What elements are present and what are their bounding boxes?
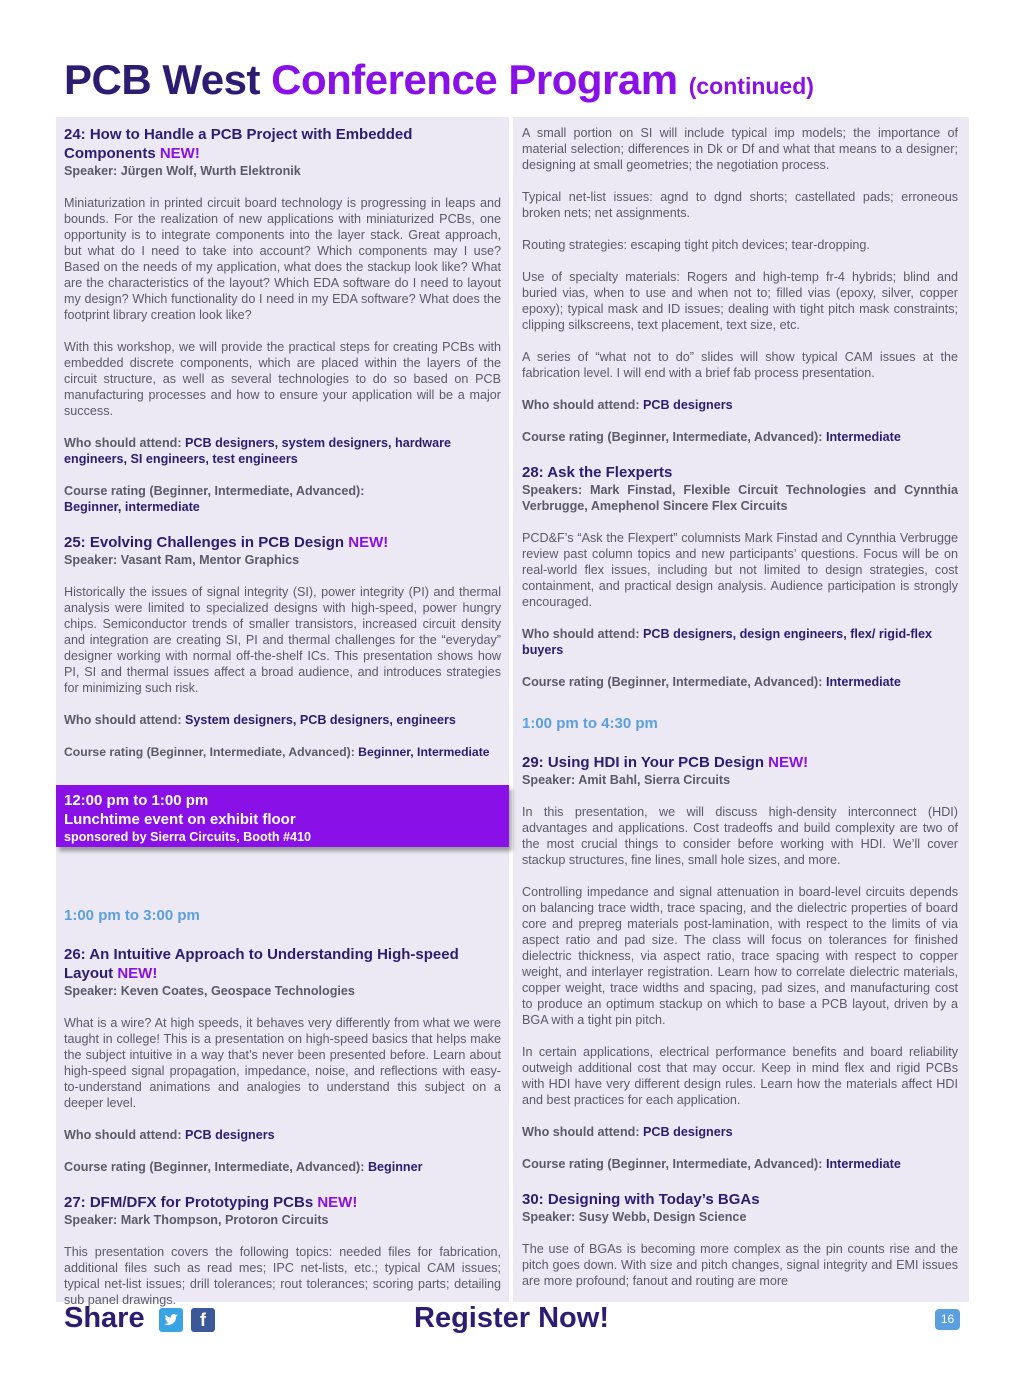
session-title: 29: Using HDI in Your PCB Design NEW! — [522, 754, 809, 771]
session-title: 27: DFM/DFX for Prototyping PCBs NEW! — [64, 1194, 358, 1211]
session-description: What is a wire? At high speeds, it behaves very differently from what we were taught in college! This is a presentation on high-speed basics that helps make the subject intuitive in a way that’s never been presented before. Learn about high-speed signal propagation, impedance, noise, and reflections with easy-to-understand animations and analogies to understand this subject on a deeper level. — [64, 1016, 501, 1110]
session-description: Routing strategies: escaping tight pitch devices; tear-dropping. — [522, 238, 870, 252]
who-should-attend: Who should attend: PCB designers — [522, 398, 733, 412]
session-speaker: Speaker: Amit Bahl, Sierra Circuits — [522, 773, 731, 787]
lunch-title: Lunchtime event on exhibit floor — [64, 811, 296, 828]
who-should-attend: Who should attend: PCB designers — [64, 1128, 275, 1142]
session-24 — [64, 125, 501, 515]
session-description: A small portion on SI will include typical imp models; the importance of material selection; differences in Dk or Df and what that means to a designer; designing at small geometries; the negotiation process. — [522, 126, 958, 172]
session-25 — [64, 533, 501, 760]
left-column — [64, 125, 501, 1308]
course-rating: Course rating (Beginner, Intermediate, Advanced): Beginner — [64, 1160, 423, 1174]
session-speaker: Speakers: Mark Finstad, Flexible Circuit Technologies and Cynnthia Verbrugge, Amephenol Sincere Flex Circuits — [522, 483, 958, 513]
who-should-attend: Who should attend: PCB designers, system designers, hardware engineers, SI engineers, test engineers — [64, 436, 452, 466]
course-rating: Course rating (Beginner, Intermediate, Advanced): Beginner, Intermediate — [64, 745, 490, 759]
register-now-link[interactable]: Register Now! — [414, 1302, 609, 1334]
session-title: 25: Evolving Challenges in PCB Design NEW! — [64, 534, 389, 551]
session-speaker: Speaker: Jürgen Wolf, Wurth Elektronik — [64, 164, 301, 178]
lunch-sponsor: sponsored by Sierra Circuits, Booth #410 — [64, 830, 312, 844]
session-title: 24: How to Handle a PCB Project with Embedded Components NEW! — [64, 126, 413, 162]
session-27-continued — [522, 125, 958, 445]
lunch-banner — [56, 785, 509, 847]
course-rating: Course rating (Beginner, Intermediate, Advanced): Intermediate — [522, 430, 901, 444]
session-27 — [64, 1193, 501, 1308]
course-rating: Course rating (Beginner, Intermediate, Advanced): Intermediate — [522, 1157, 901, 1171]
new-badge: NEW! — [768, 754, 809, 771]
session-description: Use of specialty materials: Rogers and high-temp fr-4 hybrids; blind and buried vias, when to use and when not to; filled vias (epoxy, silver, copper epoxy); typical mask and ID issues; dealing with tight pitch mask constraints; clipping silkscreens, text placement, text size, etc. — [522, 270, 958, 332]
lunch-time: 12:00 pm to 1:00 pm — [64, 792, 209, 809]
session-29 — [522, 753, 958, 1172]
course-rating: Course rating (Beginner, Intermediate, Advanced): Intermediate — [522, 675, 901, 689]
twitter-bird-icon — [159, 1308, 183, 1332]
who-should-attend: Who should attend: PCB designers — [522, 1125, 733, 1139]
session-speaker: Speaker: Susy Webb, Design Science — [522, 1210, 747, 1224]
session-description: In certain applications, electrical performance benefits and board reliability outweigh additional cost that may occur. Keep in mind flex and rigid PCBs with HDI have very different design rules. Learn how the materials affect HDI and best practices for each application. — [522, 1045, 958, 1107]
session-description: In this presentation, we will discuss high-density interconnect (HDI) advantages and applications. Cost tradeoffs and build complexity are two of the most crucial things to consider before working with HDI. We’ll cover stackup structures, fine lines, small hole sizes, and more. — [522, 805, 958, 867]
session-26 — [64, 945, 501, 1175]
session-title: 26: An Intuitive Approach to Understanding High-speed Layout NEW! — [64, 946, 459, 982]
new-badge: NEW! — [117, 965, 158, 982]
session-description: Miniaturization in printed circuit board technology is progressing in leaps and bounds. For the realization of new applications with miniaturized PCBs, one opportunity is to integrate components into the layer stack. Great approach, but what do I need to take into account? Which components may I use? Based on the needs of my application, what does the stackup look like? What are the characteristics of the layout? Which EDA software do I need to layout my design? Which functionality do I need in my EDA software? What does the footprint library creation look like? — [64, 196, 501, 322]
session-speaker: Speaker: Keven Coates, Geospace Technologies — [64, 984, 355, 998]
session-title: 30: Designing with Today’s BGAs — [522, 1191, 760, 1208]
session-description: A series of “what not to do” slides will show typical CAM issues at the fabrication level. I will end with a brief fab process presentation. — [522, 350, 958, 380]
new-badge: NEW! — [159, 145, 200, 162]
session-description: Typical net-list issues: agnd to dgnd shorts; castellated pads; erroneous broken nets; net assignments. — [522, 190, 958, 220]
new-badge: NEW! — [317, 1194, 358, 1211]
session-description: With this workshop, we will provide the practical steps for creating PCBs with embedded discrete components, which are placed within the layers of the circuit structure, as well as several technologies to do so based on PCB manufacturing processes and how to ensure your application will be a major success. — [64, 340, 501, 418]
session-description: PCD&F’s “Ask the Flexpert” columnists Mark Finstad and Cynnthia Verbrugge review past column topics and new participants’ questions. Focus will be on real-world flex issues, including but not limited to design strategies, cost containment, and practical design analysis. Audience participation is strongly encouraged. — [522, 531, 958, 609]
session-title: 28: Ask the Flexperts — [522, 464, 673, 481]
page-number: 16 — [935, 1309, 960, 1330]
session-28 — [522, 463, 958, 690]
session-description: Historically the issues of signal integrity (SI), power integrity (PI) and thermal analysis were limited to specialized designs with high-speed, power hungry chips. Semiconductor trends of smaller transistors, increased circuit density and integration are creating SI, PI and thermal challenges for the “everyday” designer working with normal off-the-shelf ICs. This presentation shows how PI, SI and thermal issues affect a broad audience, and introduces strategies for minimizing such risk. — [64, 585, 501, 695]
session-description: This presentation covers the following topics: needed files for fabrication, additional files such as read mes; IPC net-lists, etc.; typical CAM issues; typical net-list issues; drill tolerances; rout tolerances; scoring parts; detailing sub panel drawings. — [64, 1245, 501, 1307]
who-should-attend: Who should attend: System designers, PCB designers, engineers — [64, 713, 456, 727]
who-should-attend: Who should attend: PCB designers, design engineers, flex/ rigid-flex buyers — [522, 627, 933, 657]
right-column — [522, 125, 958, 1289]
facebook-icon[interactable]: f — [191, 1308, 215, 1332]
share-label: Share — [64, 1302, 145, 1334]
course-rating: Course rating (Beginner, Intermediate, Advanced): Beginner, intermediate — [64, 484, 365, 514]
session-speaker: Speaker: Vasant Ram, Mentor Graphics — [64, 553, 300, 567]
time-slot: 1:00 pm to 4:30 pm — [522, 715, 658, 732]
session-30 — [522, 1190, 958, 1289]
time-slot: 1:00 pm to 3:00 pm — [64, 907, 200, 924]
page-title: PCB West Conference Program (continued) — [64, 56, 814, 103]
new-badge: NEW! — [348, 534, 389, 551]
session-description: The use of BGAs is becoming more complex as the pin counts rise and the pitch goes down. With size and pitch changes, signal integrity and EMI issues are more profound; fanout and routing are more — [522, 1242, 958, 1288]
session-description: Controlling impedance and signal attenuation in board-level circuits depends on balancing trace width, trace spacing, and the dielectric properties of board core and prepreg materials post-lamination, with respect to the limits of via aspect ratio and pad size. The class will focus on tolerances for finished dielectric thickness, via aspect ratio, trace spacing with respect to copper weight, and interlayer registration. Learn how to correlate dielectric materials, copper weight, trace widths and spacing, pad sizes, and manufacturing cost to produce an optimum stackup on which to base a PCB layout, driven by a BGA with a tight pin pitch. — [522, 885, 958, 1027]
session-speaker: Speaker: Mark Thompson, Protoron Circuits — [64, 1213, 329, 1227]
twitter-icon[interactable] — [159, 1308, 183, 1332]
